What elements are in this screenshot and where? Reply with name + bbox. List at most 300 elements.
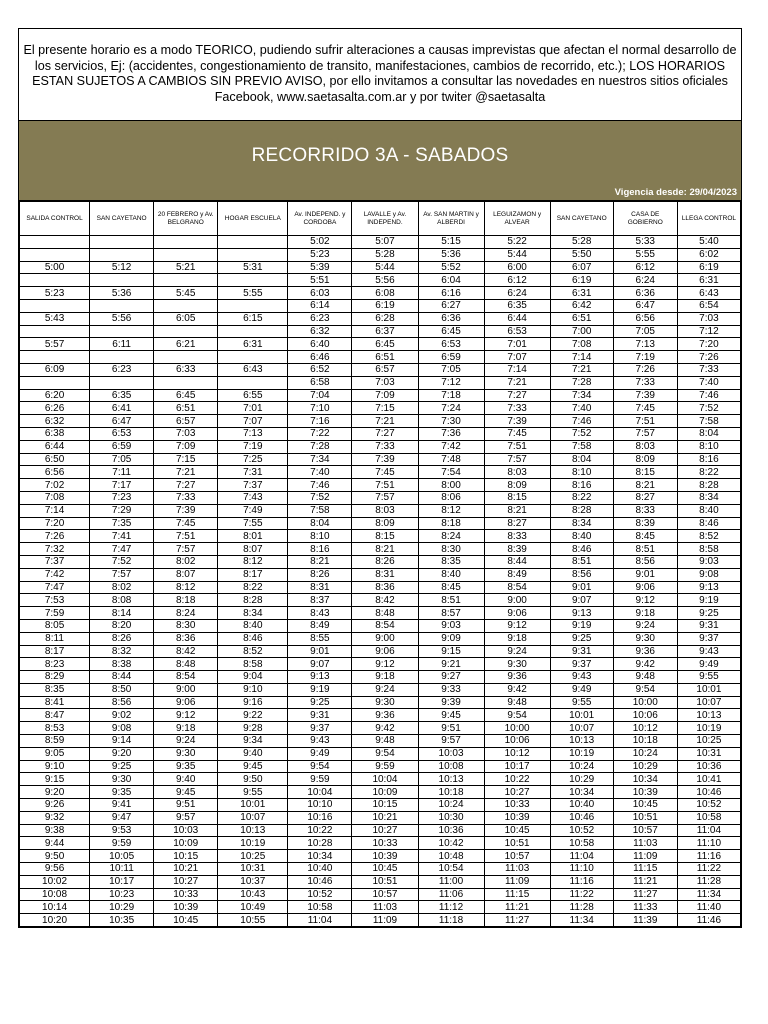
time-cell: 8:26 (90, 632, 154, 645)
table-row (20, 517, 741, 530)
time-cell (154, 236, 218, 249)
time-cell: 9:24 (484, 645, 550, 658)
time-cell: 10:34 (288, 850, 352, 863)
time-cell: 8:27 (613, 491, 677, 504)
time-cell: 9:59 (352, 760, 418, 773)
time-cell: 8:55 (288, 632, 352, 645)
time-cell: 8:40 (677, 504, 740, 517)
table-row (20, 722, 741, 735)
time-cell: 7:52 (550, 427, 613, 440)
time-cell (218, 351, 288, 364)
time-cell: 8:04 (677, 427, 740, 440)
time-cell: 8:16 (550, 479, 613, 492)
time-cell: 6:56 (613, 312, 677, 325)
route-banner (19, 121, 741, 201)
time-cell: 7:51 (613, 415, 677, 428)
time-cell: 10:11 (90, 863, 154, 876)
time-cell: 7:21 (484, 376, 550, 389)
time-cell: 10:52 (288, 888, 352, 901)
route-title: RECORRIDO 3A - SABADOS (251, 145, 509, 166)
time-cell: 8:30 (418, 543, 484, 556)
time-cell: 9:37 (677, 632, 740, 645)
time-cell: 7:59 (20, 607, 90, 620)
time-cell: 9:18 (613, 607, 677, 620)
time-cell: 9:42 (613, 658, 677, 671)
time-cell: 10:12 (613, 722, 677, 735)
time-cell: 7:47 (90, 543, 154, 556)
time-cell: 7:39 (352, 453, 418, 466)
time-cell: 10:46 (288, 875, 352, 888)
time-cell: 7:52 (288, 491, 352, 504)
time-cell: 7:27 (154, 479, 218, 492)
time-cell: 10:57 (484, 850, 550, 863)
time-cell: 11:09 (484, 875, 550, 888)
time-cell: 9:20 (20, 786, 90, 799)
time-cell: 11:33 (613, 901, 677, 914)
time-cell: 11:21 (613, 875, 677, 888)
time-cell: 8:05 (20, 619, 90, 632)
time-cell: 8:21 (484, 504, 550, 517)
time-cell: 5:51 (288, 274, 352, 287)
time-cell: 9:06 (613, 581, 677, 594)
time-cell: 8:47 (20, 709, 90, 722)
time-cell: 9:37 (550, 658, 613, 671)
time-cell: 10:25 (677, 735, 740, 748)
time-cell (20, 325, 90, 338)
time-cell: 5:23 (288, 248, 352, 261)
time-cell: 10:01 (550, 709, 613, 722)
table-row (20, 735, 741, 748)
time-cell: 6:33 (154, 363, 218, 376)
time-cell: 8:10 (677, 440, 740, 453)
time-cell: 11:27 (484, 914, 550, 927)
time-cell: 8:04 (288, 517, 352, 530)
time-cell: 7:57 (90, 568, 154, 581)
time-cell: 9:35 (154, 760, 218, 773)
time-cell (20, 274, 90, 287)
time-cell: 9:50 (20, 850, 90, 863)
table-row (20, 491, 741, 504)
time-cell: 9:18 (154, 722, 218, 735)
time-cell: 6:51 (352, 351, 418, 364)
time-cell: 7:14 (550, 351, 613, 364)
table-row (20, 248, 741, 261)
time-cell: 8:44 (484, 555, 550, 568)
time-cell: 8:49 (484, 568, 550, 581)
time-cell: 7:30 (418, 415, 484, 428)
time-cell: 10:27 (484, 786, 550, 799)
timetable-body (20, 236, 741, 927)
time-cell: 10:18 (613, 735, 677, 748)
time-cell: 10:51 (613, 811, 677, 824)
time-cell: 10:58 (288, 901, 352, 914)
time-cell: 9:30 (352, 696, 418, 709)
time-cell: 8:22 (218, 581, 288, 594)
time-cell: 9:31 (550, 645, 613, 658)
time-cell: 8:21 (288, 555, 352, 568)
time-cell: 10:00 (613, 696, 677, 709)
time-cell: 10:04 (352, 773, 418, 786)
time-cell: 9:48 (352, 735, 418, 748)
time-cell: 8:46 (550, 543, 613, 556)
time-cell: 7:20 (20, 517, 90, 530)
time-cell: 8:03 (352, 504, 418, 517)
time-cell: 8:44 (90, 671, 154, 684)
time-cell: 9:25 (90, 760, 154, 773)
time-cell: 7:43 (218, 491, 288, 504)
time-cell: 8:12 (218, 555, 288, 568)
time-cell: 9:15 (20, 773, 90, 786)
time-cell: 7:26 (20, 530, 90, 543)
time-cell: 9:08 (90, 722, 154, 735)
time-cell: 8:16 (677, 453, 740, 466)
time-cell: 8:36 (154, 632, 218, 645)
time-cell: 6:03 (288, 287, 352, 300)
time-cell: 7:33 (613, 376, 677, 389)
time-cell: 10:45 (352, 863, 418, 876)
time-cell: 10:14 (20, 901, 90, 914)
time-cell: 6:52 (288, 363, 352, 376)
table-row (20, 363, 741, 376)
time-cell: 11:03 (613, 837, 677, 850)
time-cell: 7:27 (352, 427, 418, 440)
time-cell: 9:18 (484, 632, 550, 645)
time-cell (218, 325, 288, 338)
table-row (20, 299, 741, 312)
time-cell: 7:39 (613, 389, 677, 402)
time-cell: 9:50 (218, 773, 288, 786)
time-cell: 11:03 (352, 901, 418, 914)
time-cell: 9:22 (218, 709, 288, 722)
table-row (20, 811, 741, 824)
time-cell: 5:36 (90, 287, 154, 300)
time-cell (218, 236, 288, 249)
time-cell: 9:15 (418, 645, 484, 658)
time-cell: 7:51 (484, 440, 550, 453)
time-cell: 10:19 (677, 722, 740, 735)
time-cell: 7:13 (613, 338, 677, 351)
time-cell: 10:10 (288, 799, 352, 812)
time-cell: 7:58 (677, 415, 740, 428)
time-cell: 11:34 (677, 888, 740, 901)
time-cell: 9:06 (484, 607, 550, 620)
time-cell (218, 274, 288, 287)
time-cell: 11:09 (613, 850, 677, 863)
time-cell: 11:06 (418, 888, 484, 901)
time-cell: 6:45 (352, 338, 418, 351)
time-cell: 7:21 (154, 466, 218, 479)
time-cell: 8:33 (613, 504, 677, 517)
table-row (20, 274, 741, 287)
time-cell: 8:20 (90, 619, 154, 632)
time-cell: 8:39 (484, 543, 550, 556)
time-cell: 7:14 (20, 504, 90, 517)
time-cell: 7:19 (613, 351, 677, 364)
time-cell: 10:45 (484, 824, 550, 837)
time-cell: 6:36 (613, 287, 677, 300)
time-cell: 9:19 (677, 594, 740, 607)
time-cell: 6:47 (90, 415, 154, 428)
time-cell: 7:20 (677, 338, 740, 351)
time-cell: 8:53 (20, 722, 90, 735)
time-cell: 11:27 (613, 888, 677, 901)
time-cell: 7:16 (288, 415, 352, 428)
time-cell: 7:46 (550, 415, 613, 428)
time-cell: 6:31 (677, 274, 740, 287)
time-cell: 9:07 (288, 658, 352, 671)
time-cell: 10:40 (550, 799, 613, 812)
table-row (20, 594, 741, 607)
time-cell: 5:50 (550, 248, 613, 261)
time-cell (154, 299, 218, 312)
column-header: CASA DE GOBIERNO (613, 202, 677, 236)
time-cell: 9:37 (288, 722, 352, 735)
time-cell: 8:56 (550, 568, 613, 581)
time-cell: 10:35 (90, 914, 154, 927)
time-cell: 5:44 (352, 261, 418, 274)
time-cell: 11:22 (550, 888, 613, 901)
time-cell: 8:35 (418, 555, 484, 568)
table-row (20, 619, 741, 632)
time-cell: 9:01 (288, 645, 352, 658)
time-cell: 9:10 (218, 683, 288, 696)
time-cell: 7:21 (352, 415, 418, 428)
time-cell: 5:23 (20, 287, 90, 300)
time-cell: 8:36 (352, 581, 418, 594)
time-cell: 9:20 (90, 747, 154, 760)
time-cell: 7:45 (613, 402, 677, 415)
time-cell: 8:52 (677, 530, 740, 543)
time-cell: 10:08 (418, 760, 484, 773)
time-cell: 9:54 (484, 709, 550, 722)
time-cell: 7:19 (218, 440, 288, 453)
time-cell: 8:09 (352, 517, 418, 530)
time-cell: 9:42 (352, 722, 418, 735)
time-cell: 10:01 (677, 683, 740, 696)
time-cell: 9:24 (352, 683, 418, 696)
time-cell: 9:03 (677, 555, 740, 568)
time-cell: 5:52 (418, 261, 484, 274)
time-cell: 6:32 (288, 325, 352, 338)
time-cell: 11:16 (677, 850, 740, 863)
time-cell: 10:02 (20, 875, 90, 888)
time-cell: 10:00 (484, 722, 550, 735)
table-row (20, 427, 741, 440)
time-cell: 5:55 (218, 287, 288, 300)
time-cell: 9:36 (613, 645, 677, 658)
time-cell: 10:13 (550, 735, 613, 748)
time-cell: 8:34 (677, 491, 740, 504)
time-cell: 10:13 (418, 773, 484, 786)
time-cell: 11:00 (418, 875, 484, 888)
time-cell: 7:22 (288, 427, 352, 440)
time-cell: 10:45 (613, 799, 677, 812)
table-row (20, 863, 741, 876)
time-cell: 11:22 (677, 863, 740, 876)
table-row (20, 479, 741, 492)
time-cell: 5:21 (154, 261, 218, 274)
time-cell: 9:30 (90, 773, 154, 786)
time-cell: 7:11 (90, 466, 154, 479)
time-cell: 7:33 (677, 363, 740, 376)
time-cell: 9:12 (484, 619, 550, 632)
time-cell: 10:15 (154, 850, 218, 863)
time-cell: 8:33 (484, 530, 550, 543)
time-cell: 10:20 (20, 914, 90, 927)
time-cell: 10:40 (288, 863, 352, 876)
column-header: SALIDA CONTROL (20, 202, 90, 236)
time-cell: 10:39 (613, 786, 677, 799)
table-row (20, 338, 741, 351)
time-cell: 9:24 (613, 619, 677, 632)
table-row (20, 504, 741, 517)
time-cell: 7:49 (218, 504, 288, 517)
column-header: LLEGA CONTROL (677, 202, 740, 236)
time-cell: 10:48 (418, 850, 484, 863)
time-cell: 6:26 (20, 402, 90, 415)
time-cell: 10:23 (90, 888, 154, 901)
table-row (20, 632, 741, 645)
time-cell: 8:40 (550, 530, 613, 543)
time-cell: 9:30 (613, 632, 677, 645)
time-cell: 9:40 (154, 773, 218, 786)
time-cell (90, 376, 154, 389)
time-cell: 7:53 (20, 594, 90, 607)
time-cell: 5:56 (352, 274, 418, 287)
time-cell: 6:12 (613, 261, 677, 274)
time-cell: 7:46 (677, 389, 740, 402)
time-cell: 6:38 (20, 427, 90, 440)
time-cell: 6:00 (484, 261, 550, 274)
time-cell: 5:43 (20, 312, 90, 325)
time-cell: 7:01 (484, 338, 550, 351)
time-cell (154, 351, 218, 364)
time-cell: 9:43 (288, 735, 352, 748)
time-cell: 7:26 (677, 351, 740, 364)
time-cell: 11:40 (677, 901, 740, 914)
time-cell: 10:28 (288, 837, 352, 850)
table-row (20, 376, 741, 389)
time-cell: 8:28 (677, 479, 740, 492)
time-cell: 6:45 (154, 389, 218, 402)
time-cell: 8:12 (154, 581, 218, 594)
time-cell: 9:54 (352, 747, 418, 760)
time-cell: 5:07 (352, 236, 418, 249)
time-cell: 9:54 (288, 760, 352, 773)
time-cell: 8:21 (613, 479, 677, 492)
time-cell: 9:10 (20, 760, 90, 773)
time-cell: 6:41 (90, 402, 154, 415)
time-cell: 8:56 (90, 696, 154, 709)
time-cell: 10:31 (677, 747, 740, 760)
time-cell: 8:45 (418, 581, 484, 594)
time-cell: 7:07 (218, 415, 288, 428)
time-cell: 6:58 (288, 376, 352, 389)
time-cell: 8:10 (550, 466, 613, 479)
time-cell: 9:01 (613, 568, 677, 581)
time-cell: 8:18 (154, 594, 218, 607)
time-cell: 9:18 (352, 671, 418, 684)
column-header: SAN CAYETANO (550, 202, 613, 236)
time-cell (154, 376, 218, 389)
time-cell: 5:02 (288, 236, 352, 249)
table-row (20, 543, 741, 556)
time-cell: 8:04 (550, 453, 613, 466)
time-cell: 11:16 (550, 875, 613, 888)
time-cell: 9:02 (90, 709, 154, 722)
time-cell: 8:22 (677, 466, 740, 479)
table-row (20, 466, 741, 479)
time-cell (218, 248, 288, 261)
time-cell: 8:31 (352, 568, 418, 581)
time-cell: 9:39 (418, 696, 484, 709)
time-cell: 8:21 (352, 543, 418, 556)
time-cell: 9:44 (20, 837, 90, 850)
timetable-header (20, 202, 741, 236)
time-cell: 7:42 (20, 568, 90, 581)
time-cell: 7:34 (550, 389, 613, 402)
time-cell: 8:26 (288, 568, 352, 581)
timetable (19, 201, 741, 927)
time-cell: 7:34 (288, 453, 352, 466)
time-cell: 10:19 (218, 837, 288, 850)
time-cell: 10:42 (418, 837, 484, 850)
time-cell (154, 325, 218, 338)
time-cell: 6:53 (90, 427, 154, 440)
time-cell: 9:48 (613, 671, 677, 684)
time-cell: 8:42 (352, 594, 418, 607)
time-cell: 7:03 (352, 376, 418, 389)
table-row (20, 555, 741, 568)
time-cell: 9:49 (550, 683, 613, 696)
time-cell: 10:46 (550, 811, 613, 824)
time-cell: 10:06 (613, 709, 677, 722)
time-cell: 10:29 (613, 760, 677, 773)
time-cell: 10:03 (154, 824, 218, 837)
time-cell: 10:13 (677, 709, 740, 722)
time-cell: 7:03 (677, 312, 740, 325)
time-cell: 9:13 (550, 607, 613, 620)
time-cell: 6:15 (218, 312, 288, 325)
time-cell: 5:28 (550, 236, 613, 249)
time-cell: 10:39 (484, 811, 550, 824)
time-cell: 9:00 (484, 594, 550, 607)
time-cell: 7:28 (288, 440, 352, 453)
time-cell: 7:00 (550, 325, 613, 338)
time-cell: 8:35 (20, 683, 90, 696)
time-cell: 10:22 (288, 824, 352, 837)
time-cell: 10:55 (218, 914, 288, 927)
time-cell: 6:19 (352, 299, 418, 312)
time-cell: 11:03 (484, 863, 550, 876)
table-row (20, 568, 741, 581)
table-row (20, 837, 741, 850)
time-cell: 11:28 (677, 875, 740, 888)
time-cell: 8:07 (218, 543, 288, 556)
time-cell: 8:14 (90, 607, 154, 620)
time-cell: 9:55 (218, 786, 288, 799)
time-cell: 5:22 (484, 236, 550, 249)
time-cell: 10:37 (218, 875, 288, 888)
time-cell: 8:51 (550, 555, 613, 568)
time-cell: 10:21 (352, 811, 418, 824)
time-cell: 7:12 (677, 325, 740, 338)
time-cell: 10:58 (677, 811, 740, 824)
time-cell: 7:48 (418, 453, 484, 466)
time-cell: 8:57 (418, 607, 484, 620)
time-cell: 8:01 (218, 530, 288, 543)
time-cell: 6:09 (20, 363, 90, 376)
